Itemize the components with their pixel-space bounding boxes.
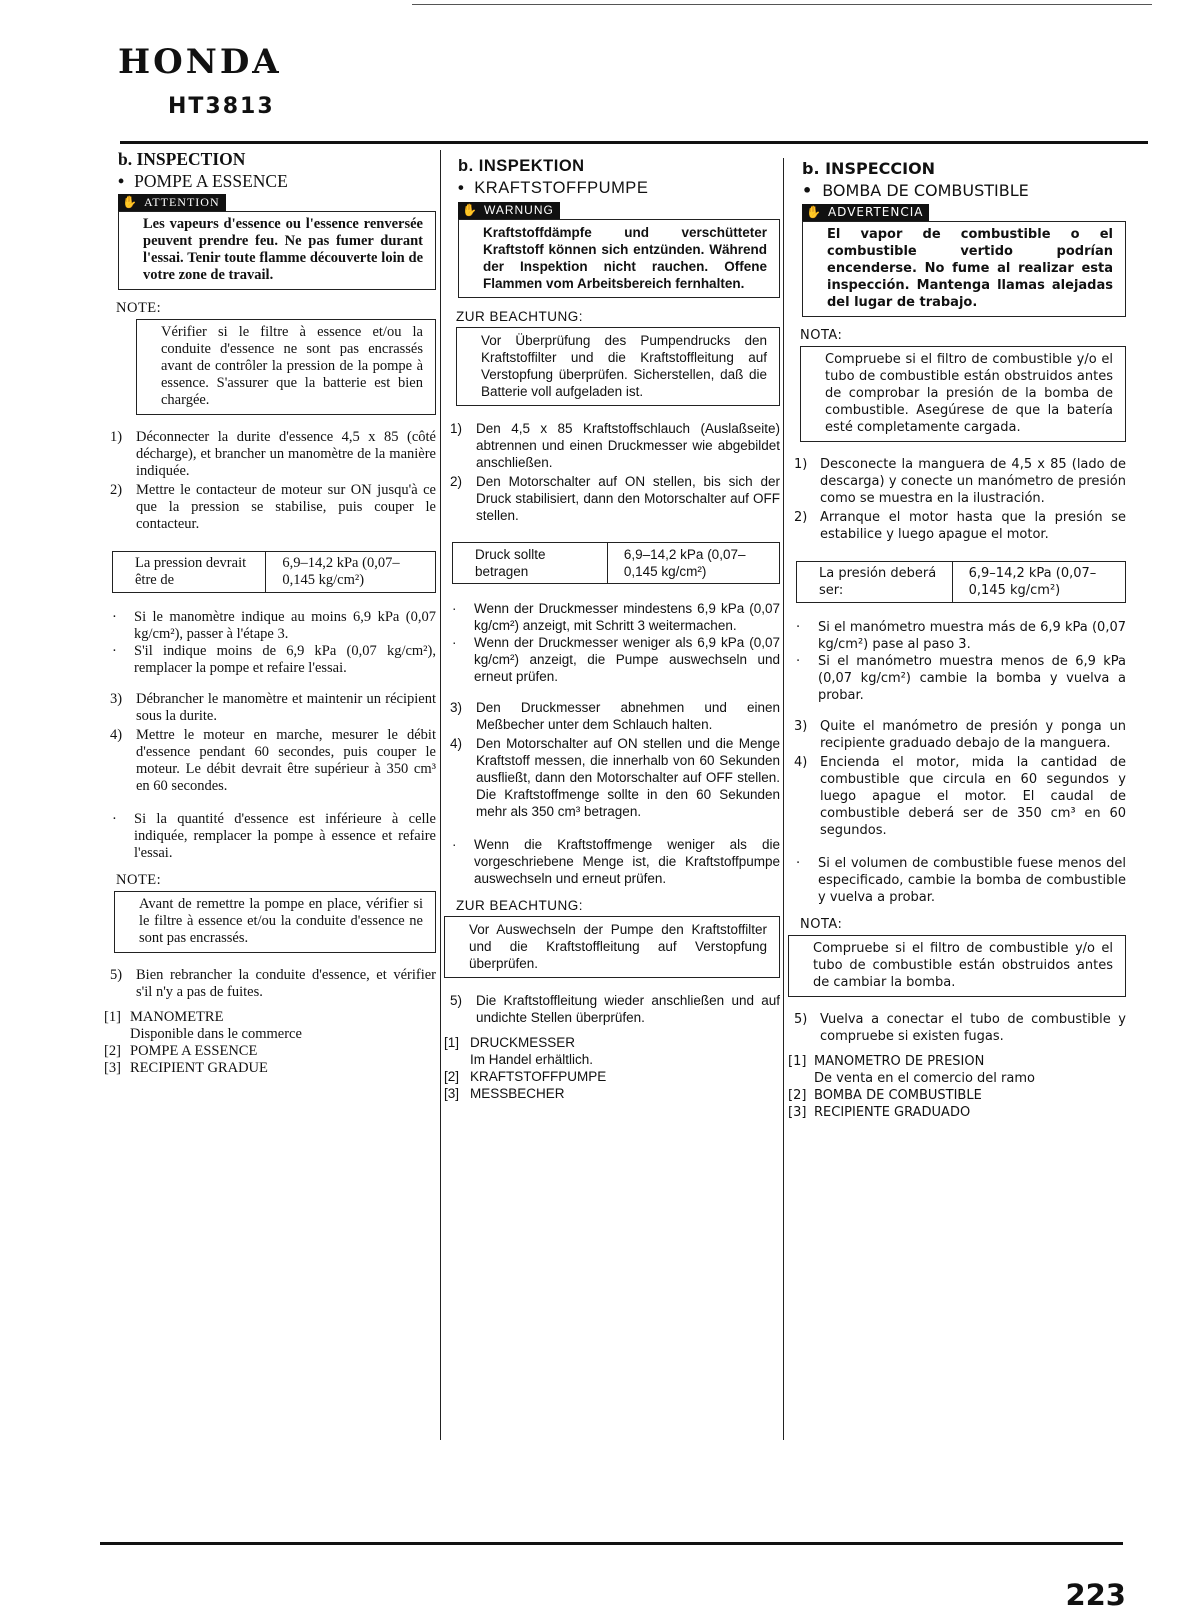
spec-value: 6,9–14,2 kPa (0,07–0,145 kg/cm²)	[968, 566, 1097, 598]
warning-label: ✋ WARNUNG	[458, 202, 560, 219]
note-box: Vor Auswechseln der Pumpe den Kraftstoffilter und die Kraftstoffleitung auf Verstopfung überprüfen.	[444, 916, 780, 978]
footer-rule	[100, 1542, 1123, 1545]
note-box: Vor Überprüfung des Pumpendrucks den Kraftstoffilter und die Kraftstoffleitung auf Verstopfung überprüfen. Sicherstellen, daß die Batterie voll aufgeladen ist.	[456, 327, 780, 406]
bullet-list	[444, 836, 780, 887]
subsection-title: • POMPE A ESSENCE	[118, 171, 288, 191]
part-item: [2] BOMBA DE COMBUSTIBLE	[788, 1088, 982, 1103]
warning-label: ✋ ADVERTENCIA	[802, 204, 929, 221]
part-item: [3] RECIPIENT GRADUE	[104, 1060, 268, 1076]
column-spanish	[788, 158, 1126, 1121]
spec-value: 6,9–14,2 kPa (0,07–0,145 kg/cm²)	[623, 547, 746, 579]
step-list	[444, 699, 780, 820]
top-rule	[412, 4, 1152, 5]
warning-box: Kraftstoffdämpfe und verschütteter Kraftstoff können sich entzünden. Während der Inspektion nicht rauchen. Offene Flammen vom Arbeitsbereich fernhalten.	[458, 219, 780, 298]
spec-label: La pression devrait être de	[113, 552, 266, 592]
spec-label: Druck sollte betragen	[453, 543, 608, 583]
section-title: b. INSPECTION	[118, 149, 246, 169]
model-label: HT3813	[168, 94, 275, 119]
part-item: [2] POMPE A ESSENCE	[104, 1043, 258, 1059]
section-title: b. INSPEKTION	[458, 157, 585, 175]
note-box: Vérifier si le filtre à essence et/ou la conduite d'essence ne sont pas encrassés avant de contrôler la pression de la pompe à essence. S'assurer que la batterie est bien chargée.	[136, 319, 436, 415]
bullet-item: · Si la quantité d'essence est inférieure à celle indiquée, remplacer la pompe à essence et refaire l'essai.	[104, 811, 436, 862]
step-item: 2) Arranque el motor hasta que la presión se estabilice y luego apague el motor.	[794, 510, 1126, 542]
step-item: 1) Desconecte la manguera de 4,5 x 85 (lado de descarga) y conecte un manómetro de presión como se muestra en la ilustración.	[794, 457, 1126, 506]
note-label: NOTE:	[116, 300, 162, 316]
note-label: ZUR BEACHTUNG:	[456, 898, 584, 913]
step-item: 5) Die Kraftstoffleitung wieder anschließen und auf undichte Stellen überprüfen.	[450, 993, 780, 1025]
step-list	[788, 718, 1126, 839]
warning-box: El vapor de combustible o el combustible vertido podrían encenderse. No fume al realizar esta inspección. Mantenga llamas alejadas del lugar de trabajo.	[802, 221, 1126, 317]
bullet-item: · Si el manómetro muestra menos de 6,9 kPa (0,07 kg/cm²) cambie la bomba y vuelva a probar.	[788, 653, 1126, 704]
part-item: [1] DRUCKMESSER	[444, 1035, 576, 1050]
column-divider-right	[783, 158, 784, 1440]
step-list	[444, 992, 780, 1026]
step-item: 4) Encienda el motor, mida la cantidad de combustible que circula en 60 segundos y luego apague el motor. El caudal de combustible deberá ser de 350 cm³ en 60 segundos.	[794, 755, 1126, 838]
part-item: [1] MANOMETRO DE PRESION	[788, 1054, 985, 1069]
spec-table	[452, 542, 780, 584]
step-item: 3) Débrancher le manomètre et maintenir un récipient sous la durite.	[110, 691, 436, 724]
column-german	[444, 155, 780, 1102]
step-list	[788, 456, 1126, 543]
step-item: 4) Den Motorschalter auf ON stellen und die Menge Kraftstoff messen, die innerhalb von 60 Sekunden ausfließt, dann den Motorschalter auf OFF stellen. Die Kraftstoffmenge sollte in den 60 Sekunden mehr als 350 cm³ betragen.	[450, 736, 780, 819]
part-item: [3] RECIPIENTE GRADUADO	[788, 1105, 971, 1120]
note-label: NOTA:	[800, 328, 843, 343]
warning-box: Les vapeurs d'essence ou l'essence renversée peuvent prendre feu. Ne pas fumer durant l'essai. Tenir toute flamme découverte loin de votre zone de travail.	[118, 211, 436, 290]
note-label: NOTE:	[116, 872, 162, 888]
step-list	[104, 429, 436, 533]
bullet-item: · Wenn der Druckmesser weniger als 6,9 kPa (0,07 kg/cm²) anzeigt, die Pumpe auswechseln und erneut prüfen.	[444, 634, 780, 685]
bullet-list	[104, 811, 436, 862]
bullet-item: · Si el manómetro muestra más de 6,9 kPa (0,07 kg/cm²) pase al paso 3.	[788, 619, 1126, 653]
hand-warning-icon: ✋	[462, 203, 478, 217]
brand-logo: HONDA	[118, 42, 282, 82]
spec-table	[112, 551, 436, 593]
step-item: 5) Bien rebrancher la conduite d'essence, et vérifier s'il n'y a pas de fuites.	[110, 967, 436, 1000]
step-list	[444, 420, 780, 524]
parts-list	[104, 1009, 436, 1077]
spec-table	[796, 561, 1126, 603]
step-list	[788, 1011, 1126, 1045]
step-item: 3) Den Druckmesser abnehmen und einen Meßbecher unter dem Schlauch halten.	[450, 700, 780, 732]
bullet-list	[788, 619, 1126, 704]
hand-warning-icon: ✋	[122, 195, 138, 209]
step-item: 5) Vuelva a conectar el tubo de combustible y compruebe si existen fugas.	[794, 1012, 1126, 1044]
parts-list	[788, 1053, 1126, 1121]
column-divider-left	[440, 150, 441, 1440]
bullet-item: · Wenn die Kraftstoffmenge weniger als die vorgeschriebene Menge ist, die Kraftstoffpumpe auswechseln und erneut prüfen.	[444, 836, 780, 887]
note-box: Compruebe si el filtro de combustible y/o el tubo de combustible están obstruidos antes de cambiar la bomba.	[788, 935, 1126, 997]
bullet-item: · S'il indique moins de 6,9 kPa (0,07 kg/cm²), remplacer la pompe et refaire l'essai.	[104, 643, 436, 677]
subsection-title: • BOMBA DE COMBUSTIBLE	[802, 181, 1029, 200]
step-item: 3) Quite el manómetro de presión y ponga un recipiente graduado debajo de la manguera.	[794, 719, 1126, 751]
part-item: [3] MESSBECHER	[444, 1086, 565, 1101]
bullet-item: · Si el volumen de combustible fuese menos del especificado, cambie la bomba de combustible y vuelva a probar.	[788, 855, 1126, 906]
bullet-item: · Wenn der Druckmesser mindestens 6,9 kPa (0,07 kg/cm²) anzeigt, mit Schritt 3 weitermachen.	[444, 600, 780, 634]
section-title: b. INSPECCION	[802, 159, 936, 178]
step-item: 1) Déconnecter la durite d'essence 4,5 x 85 (côté décharge), et brancher un manomètre de la manière indiquée.	[110, 429, 436, 479]
step-item: 1) Den 4,5 x 85 Kraftstoffschlauch (Auslaßseite) abtrennen und einen Druckmesser wie abgebildet anschließen.	[450, 421, 780, 470]
part-note: De venta en el comercio del ramo	[814, 1071, 1035, 1086]
bullet-list	[788, 855, 1126, 906]
step-item: 2) Mettre le contacteur de moteur sur ON jusqu'à ce que la pression se stabilise, puis couper le contacteur.	[110, 482, 436, 532]
header-rule	[120, 141, 1148, 144]
bullet-list	[444, 600, 780, 685]
column-french	[104, 148, 436, 1077]
parts-list	[444, 1034, 780, 1102]
page-number: 223	[1065, 1578, 1126, 1612]
part-item: [1] MANOMETRE	[104, 1009, 224, 1025]
note-label: NOTA:	[800, 917, 843, 932]
spec-label: La presión deberá ser:	[797, 562, 953, 602]
part-note: Im Handel erhältlich.	[470, 1052, 594, 1067]
step-item: 4) Mettre le moteur en marche, mesurer le débit d'essence pendant 60 secondes, puis couper le moteur. Le débit devrait être supérieur à 350 cm³ en 60 secondes.	[110, 727, 436, 794]
note-box: Avant de remettre la pompe en place, vérifier si le filtre à essence et/ou la conduite d'essence ne sont pas encrassés.	[114, 891, 436, 953]
step-item: 2) Den Motorschalter auf ON stellen, bis sich der Druck stabilisiert, dann den Motorschalter auf OFF stellen.	[450, 474, 780, 523]
subsection-title: • KRAFTSTOFFPUMPE	[458, 179, 649, 197]
bullet-item: · Si le manomètre indique au moins 6,9 kPa (0,07 kg/cm²), passer à l'étape 3.	[104, 609, 436, 643]
step-list	[104, 691, 436, 795]
bullet-list	[104, 609, 436, 677]
hand-warning-icon: ✋	[806, 205, 822, 219]
part-note: Disponible dans le commerce	[130, 1026, 302, 1042]
step-list	[104, 967, 436, 1001]
spec-value: 6,9–14,2 kPa (0,07–0,145 kg/cm²)	[282, 555, 400, 588]
note-label: ZUR BEACHTUNG:	[456, 309, 584, 324]
note-box: Compruebe si el filtro de combustible y/o el tubo de combustible están obstruidos antes de comprobar la presión de la bomba de combustible. Asegúrese de que la batería esté completamente cargada.	[800, 346, 1126, 442]
part-item: [2] KRAFTSTOFFPUMPE	[444, 1069, 607, 1084]
warning-label: ✋ ATTENTION	[118, 194, 226, 211]
